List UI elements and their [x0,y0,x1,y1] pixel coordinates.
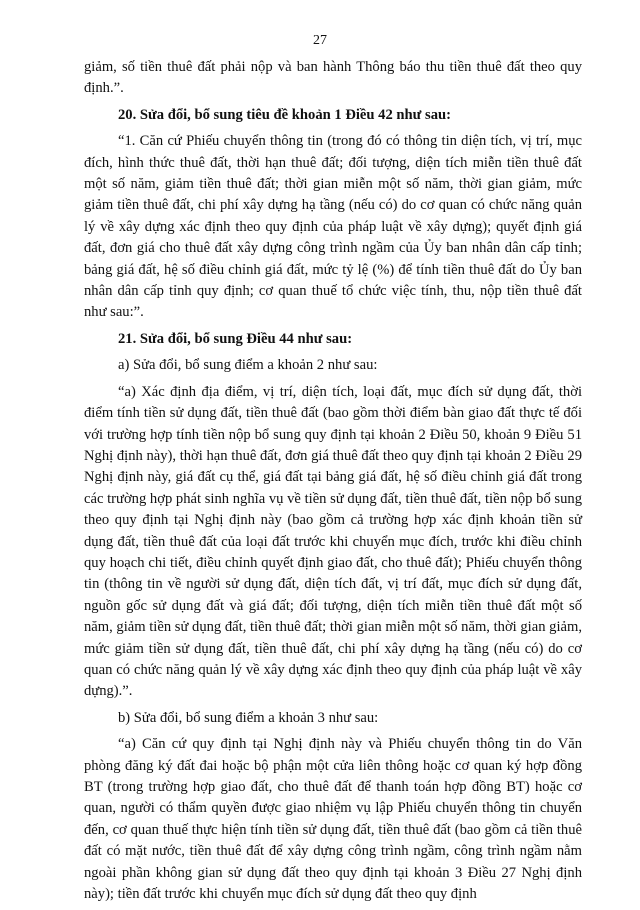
subsection-a-heading: a) Sửa đổi, bổ sung điểm a khoản 2 như sau: [118,357,378,374]
subsection-b-heading: b) Sửa đổi, bổ sung điểm a khoản 3 như sau: [118,709,379,726]
section-heading-21: 21. Sửa đổi, bổ sung Điều 44 như sau: [118,330,353,347]
page-number: 27 [313,33,327,48]
paragraph-quote-khoan-1: “1. Căn cứ Phiếu chuyển thông tin (trong đó có thông tin diện tích, vị trí, mục đích, hình thức thuê đất, thời hạn thuê đất; đối tượng, diện tích miễn tiền thuê đất một số năm, giảm tiền thuê đất; thời gian miễn một số năm, thời gian giảm, mức giảm tiền thuê đất, chi phí xây dựng hạ tầng (nếu có) do cơ quan có chức năng quản lý về xây dựng xác định theo quy định của pháp luật về xây dựng); quyết định giá đất, đơn giá cho thuê đất xây dựng công trình ngầm của Ủy ban nhân dân cấp tỉnh; bảng giá đất, hệ số điều chỉnh giá đất, mức tỷ lệ (%) để tính tiền thuê đất do Ủy ban nhân dân cấp tỉnh quy định; cơ quan thuế tổ chức việc tính, thu, nộp tiền thuê đất như sau:”. [84,133,582,321]
paragraph-continuation: giảm, số tiền thuê đất phải nộp và ban hành Thông báo thu tiền thuê đất theo quy định.”. [84,59,582,97]
document-body [84,57,582,910]
section-heading-20: 20. Sửa đổi, bổ sung tiêu đề khoản 1 Điều 42 như sau: [118,106,451,123]
paragraph-quote-diem-a-khoan-2: “a) Xác định địa điểm, vị trí, diện tích, loại đất, mục đích sử dụng đất, thời điểm tính tiền sử dụng đất, tiền thuê đất (bao gồm thời điểm bàn giao đất thực tế đối với trường hợp tính tiền nộp bổ sung quy định tại khoản 2 Điều 50, khoản 9 Điều 51 Nghị định này), thời hạn thuê đất, đơn giá thuê đất theo quy định tại khoản 2 Điều 29 Nghị định này, giá đất cụ thể, giá đất tại bảng giá đất, hệ số điều chỉnh giá đất trong các trường hợp phát sinh nghĩa vụ về tiền sử dụng đất, tiền thuê đất, tiền nộp bổ sung theo quy định tại Nghị định này (bao gồm cả trường hợp xác định khoản tiền sử dụng đất, tiền thuê đất của loại đất trước khi chuyển mục đích, trước khi điều chỉnh quy hoạch chi tiết, điều chỉnh quyết định giao đất, cho thuê đất); Phiếu chuyển thông tin (thông tin về người sử dụng đất, diện tích đất, vị trí đất, mục đích sử dụng đất, nguồn gốc sử dụng đất và giá đất; đối tượng, diện tích miễn tiền thuê đất một số năm, giảm tiền sử dụng đất, tiền thuê đất; thời gian miễn một số năm, thời gian giảm, mức giảm tiền sử dụng đất, tiền thuê đất, chi phí xây dựng hạ tầng (nếu có) do cơ quan có chức năng quản lý về xây dựng xác định theo quy định của pháp luật về xây dựng).”. [84,383,582,700]
paragraph-quote-diem-a-khoan-3: “a) Căn cứ quy định tại Nghị định này và Phiếu chuyển thông tin do Văn phòng đăng ký đất đai hoặc bộ phận một cửa liên thông hoặc cơ quan ký hợp đồng BT (trong trường hợp giao đất, cho thuê đất để thanh toán hợp đồng BT) hoặc cơ quan, người có thẩm quyền được giao nhiệm vụ lập Phiếu chuyển thông tin chuyển đến, cơ quan thuế thực hiện tính tiền sử dụng đất, tiền thuê đất (bao gồm cả tiền thuê đất có mặt nước, tiền thuê đất để xây dựng công trình ngầm, công trình ngầm nằm ngoài phần không gian sử dụng đất theo quy định tại khoản 3 Điều 27 Nghị định này); tiền đất trước khi chuyển mục đích sử dụng đất theo quy định [84,736,582,903]
